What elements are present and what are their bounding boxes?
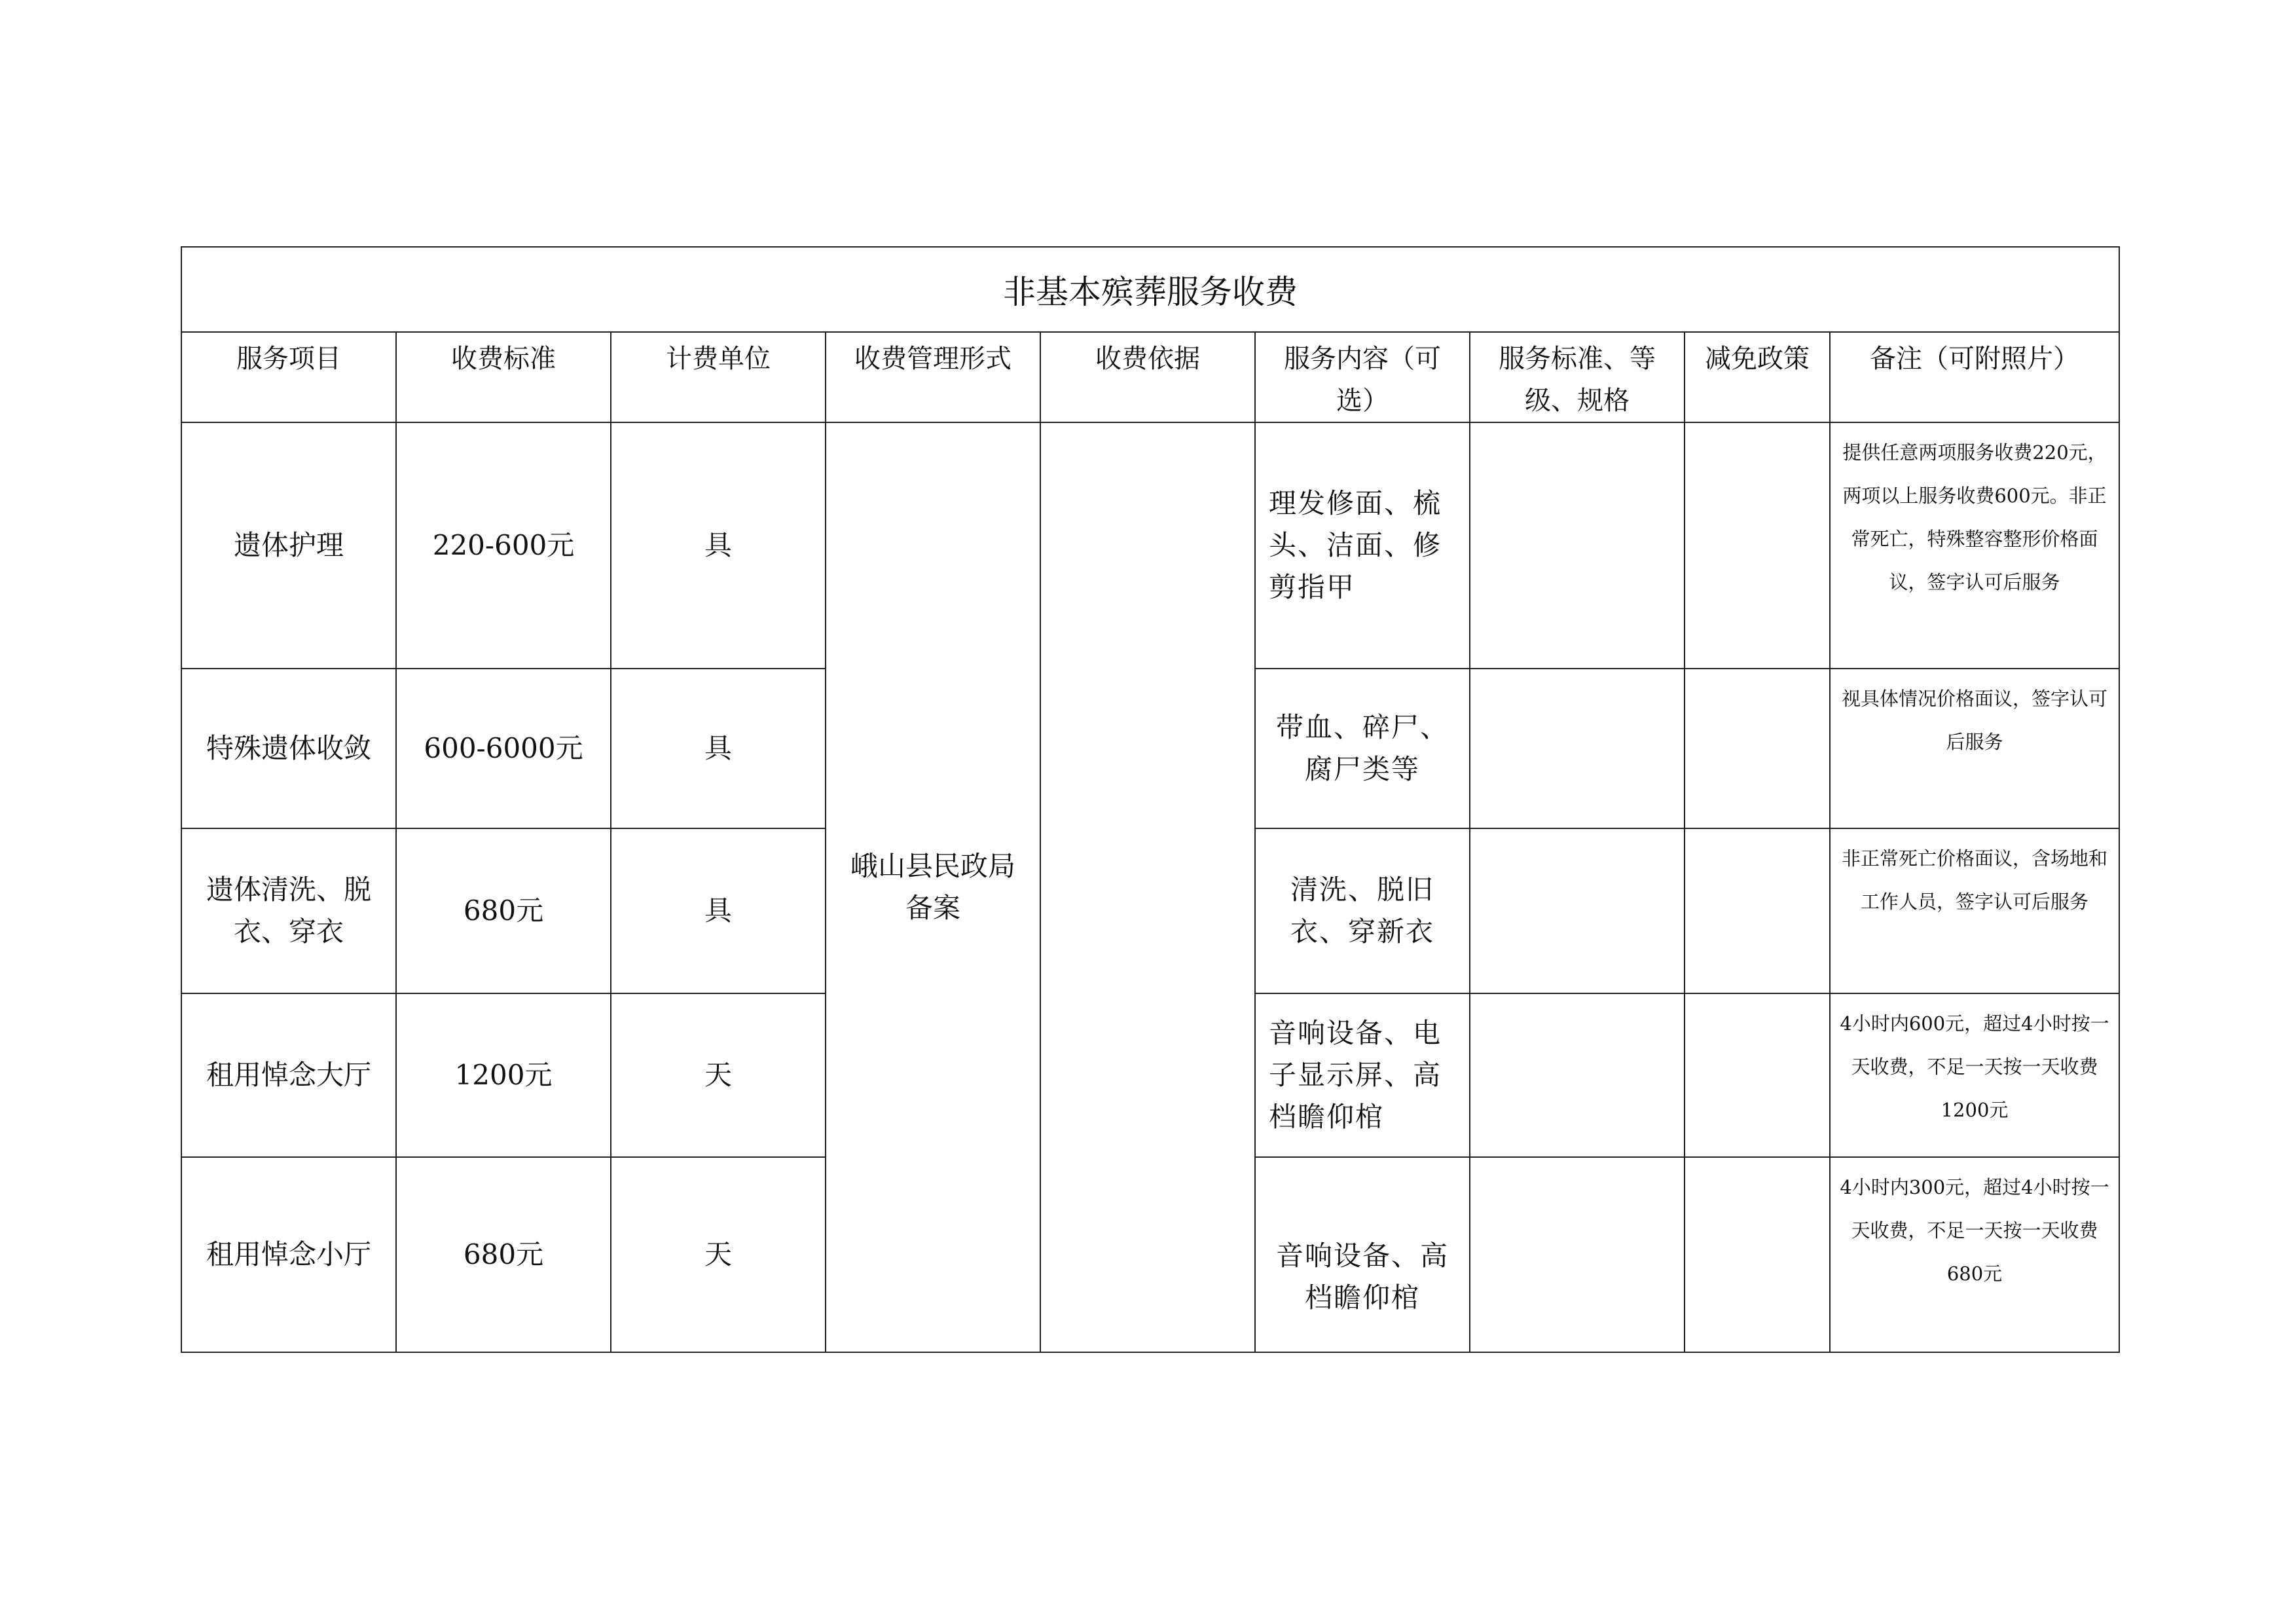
remark: 提供任意两项服务收费220元，两项以上服务收费600元。非正常死亡，特殊整容整形价格面议，签字认可后服务 (1830, 422, 2119, 669)
reduction-policy (1685, 1157, 1830, 1352)
reduction-policy (1685, 993, 1830, 1157)
service-item: 遗体护理 (181, 422, 396, 669)
billing-unit: 具 (611, 828, 826, 993)
remark: 视具体情况价格面议，签字认可后服务 (1830, 669, 2119, 828)
reduction-policy (1685, 669, 1830, 828)
fee-standard: 680元 (396, 1157, 611, 1352)
fee-basis (1040, 422, 1255, 1352)
fee-standard: 600-6000元 (396, 669, 611, 828)
service-standard (1470, 422, 1685, 669)
header-cell: 收费依据 (1040, 332, 1255, 422)
remark: 4小时内300元，超过4小时按一天收费，不足一天按一天收费680元 (1830, 1157, 2119, 1352)
header-cell: 收费标准 (396, 332, 611, 422)
management-form (826, 422, 1040, 1352)
billing-unit: 具 (611, 669, 826, 828)
service-content: 音响设备、电子显示屏、高档瞻仰棺 (1255, 993, 1470, 1157)
header-cell: 服务内容（可选） (1255, 332, 1470, 422)
header-cell: 服务标准、等级、规格 (1470, 332, 1685, 422)
service-content: 带血、碎尸、腐尸类等 (1255, 669, 1470, 828)
fee-standard: 220-600元 (396, 422, 611, 669)
reduction-policy (1685, 828, 1830, 993)
header-cell: 减免政策 (1685, 332, 1830, 422)
management-form-text: 峨山县民政局备案 (850, 850, 1015, 924)
reduction-policy (1685, 422, 1830, 669)
remark: 非正常死亡价格面议，含场地和工作人员，签字认可后服务 (1830, 828, 2119, 993)
service-item: 遗体清洗、脱衣、穿衣 (181, 828, 396, 993)
service-item: 租用悼念小厅 (181, 1157, 396, 1352)
remark: 4小时内600元，超过4小时按一天收费，不足一天按一天收费1200元 (1830, 993, 2119, 1157)
billing-unit: 天 (611, 1157, 826, 1352)
service-standard (1470, 1157, 1685, 1352)
service-content: 理发修面、梳头、洁面、修剪指甲 (1255, 422, 1470, 669)
fee-standard: 680元 (396, 828, 611, 993)
table-row (181, 422, 2119, 669)
billing-unit: 天 (611, 993, 826, 1157)
service-content: 音响设备、高档瞻仰棺 (1255, 1157, 1470, 1352)
service-content: 清洗、脱旧衣、穿新衣 (1255, 828, 1470, 993)
header-cell: 服务项目 (181, 332, 396, 422)
billing-unit: 具 (611, 422, 826, 669)
service-item: 租用悼念大厅 (181, 993, 396, 1157)
header-cell: 备注（可附照片） (1830, 332, 2119, 422)
fee-table (181, 246, 2120, 1353)
header-row (181, 332, 2119, 422)
service-item: 特殊遗体收敛 (181, 669, 396, 828)
header-cell: 计费单位 (611, 332, 826, 422)
table-title: 非基本殡葬服务收费 (181, 247, 2119, 332)
header-cell: 收费管理形式 (826, 332, 1040, 422)
service-standard (1470, 993, 1685, 1157)
fee-standard: 1200元 (396, 993, 611, 1157)
service-standard (1470, 828, 1685, 993)
service-standard (1470, 669, 1685, 828)
